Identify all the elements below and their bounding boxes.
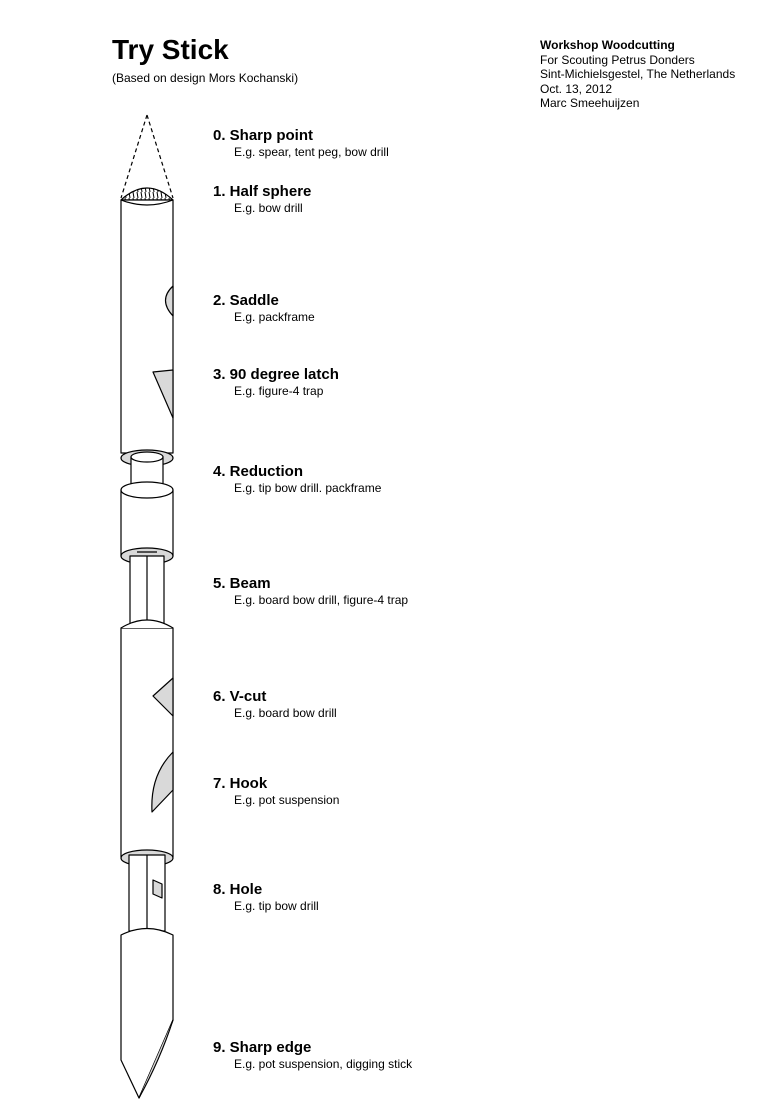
item-description: E.g. pot suspension, digging stick	[234, 1057, 413, 1071]
item-description: E.g. board bow drill, figure-4 trap	[234, 593, 409, 607]
item-title: 5. Beam	[213, 575, 271, 592]
reduction-section	[121, 452, 173, 564]
item-title: 0. Sharp point	[213, 127, 314, 144]
item-90-degree-latch	[213, 366, 339, 399]
sharp-edge-section	[121, 929, 173, 1099]
page-title: Try Stick	[112, 34, 229, 65]
item-hook	[213, 775, 339, 808]
item-title: 2. Saddle	[213, 292, 279, 309]
item-description: E.g. bow drill	[234, 201, 303, 215]
item-title: 9. Sharp edge	[213, 1039, 312, 1056]
item-title: 3. 90 degree latch	[213, 366, 339, 383]
hole-section	[129, 855, 165, 931]
workshop-organization: For Scouting Petrus Donders	[540, 52, 695, 67]
item-v-cut	[213, 688, 337, 721]
workshop-date: Oct. 13, 2012	[540, 81, 613, 96]
workshop-location: Sint-Michielsgestel, The Netherlands	[540, 67, 736, 81]
item-reduction	[213, 463, 381, 496]
sharp-point-cone	[121, 115, 173, 198]
half-sphere-cap	[121, 188, 173, 200]
item-title: 7. Hook	[213, 775, 268, 792]
item-sharp-edge	[213, 1039, 412, 1072]
workshop-name: Workshop Woodcutting	[540, 38, 675, 52]
item-title: 8. Hole	[213, 881, 263, 898]
beam-section	[130, 552, 164, 626]
item-description: E.g. figure-4 trap	[234, 384, 324, 398]
item-title: 6. V-cut	[213, 688, 267, 705]
item-description: E.g. tip bow drill. packframe	[234, 481, 382, 495]
item-hole	[213, 881, 319, 914]
upper-stick-section	[121, 200, 173, 466]
item-description: E.g. pot suspension	[234, 793, 340, 807]
item-saddle	[213, 292, 315, 325]
item-sharp-point	[213, 127, 389, 160]
middle-stick-section	[121, 620, 173, 866]
item-description: E.g. packframe	[234, 310, 315, 324]
workshop-author: Marc Smeehuijzen	[540, 96, 640, 110]
item-description: E.g. spear, tent peg, bow drill	[234, 145, 389, 159]
item-title: 4. Reduction	[213, 463, 304, 480]
item-half-sphere	[213, 183, 311, 216]
page-subtitle: (Based on design Mors Kochanski)	[112, 71, 299, 85]
item-title: 1. Half sphere	[213, 183, 312, 200]
item-description: E.g. board bow drill	[234, 706, 337, 720]
item-beam	[213, 575, 408, 608]
item-description: E.g. tip bow drill	[234, 899, 319, 913]
